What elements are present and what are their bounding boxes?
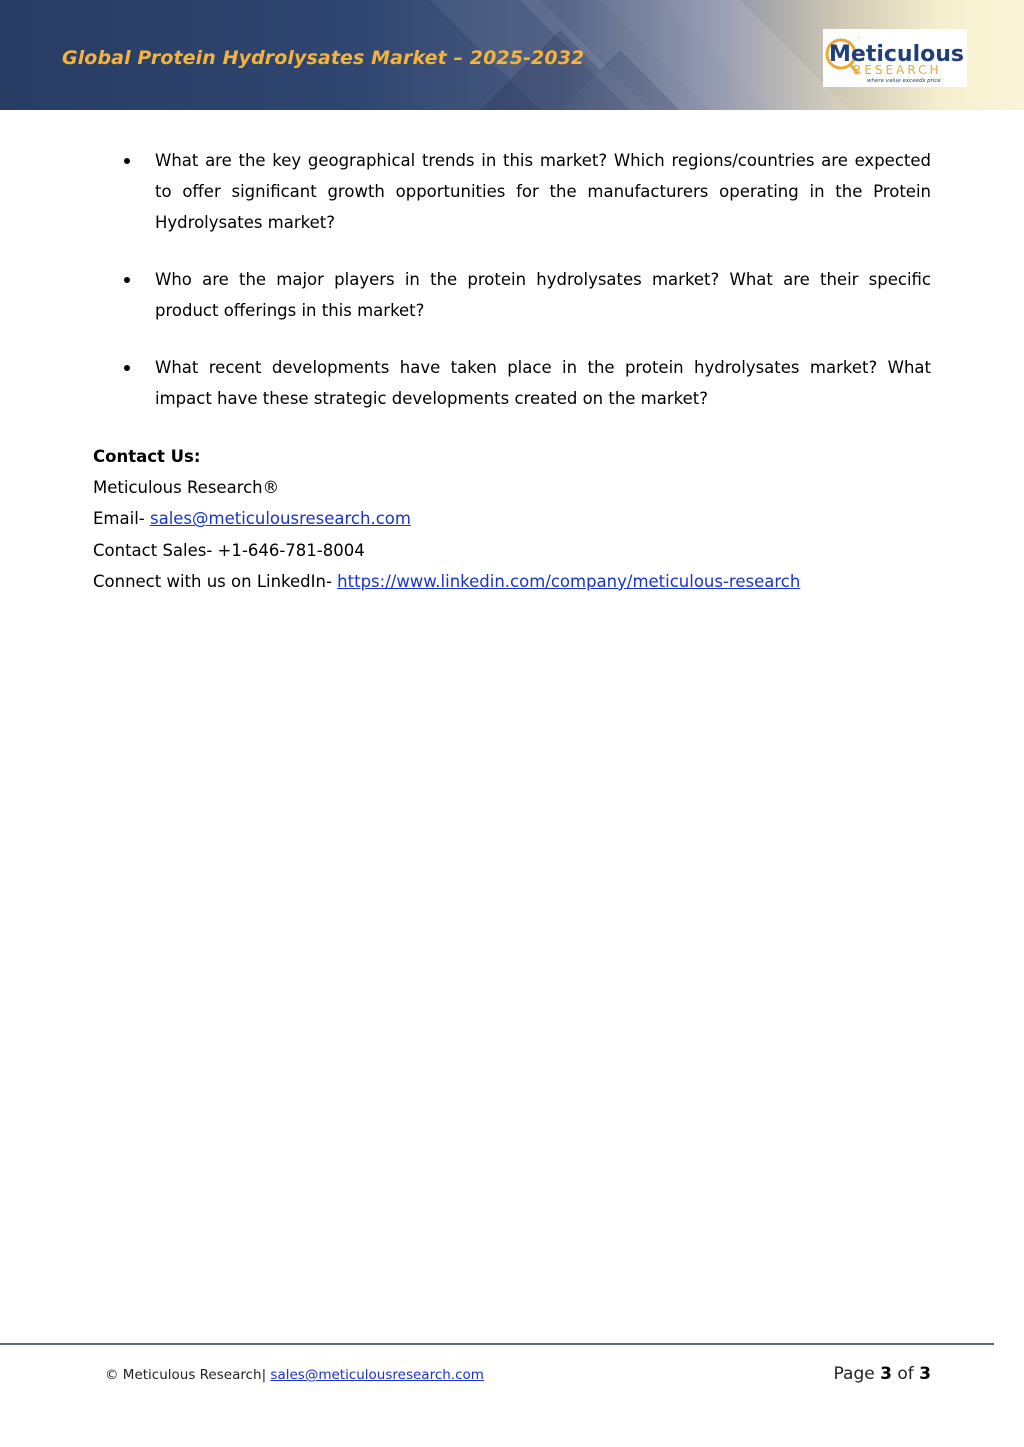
- footer-copyright: [105, 1367, 484, 1383]
- bullet-icon: [124, 277, 130, 283]
- bullet-icon: [124, 365, 130, 371]
- footer-email-link[interactable]: sales@meticulousresearch.com: [270, 1367, 484, 1383]
- footer-divider: [0, 1343, 994, 1345]
- page-number: [834, 1364, 931, 1384]
- linkedin-line: [93, 566, 800, 597]
- email-line: [93, 503, 800, 534]
- meticulous-logo: [823, 29, 967, 87]
- contact-heading: Contact Us:: [93, 447, 201, 466]
- email-link[interactable]: sales@meticulousresearch.com: [149, 509, 411, 529]
- linkedin-label: Connect with us on LinkedIn-: [93, 571, 338, 591]
- logo-sub: RESEARCH: [853, 63, 942, 77]
- page-current: 3: [880, 1364, 892, 1384]
- phone-line: Contact Sales- +1-646-781-8004: [93, 540, 365, 560]
- list-item-text: What are the key geographical trends in this market? Which regions/countries are expected to offer significant growth opportunities for the manufacturers operating in the Protein Hydrolysates market?: [155, 151, 931, 232]
- page-of: of: [891, 1364, 920, 1384]
- logo-name: Meticulous: [829, 42, 964, 67]
- linkedin-link[interactable]: https://www.linkedin.com/company/meticulous-research: [337, 571, 801, 591]
- company-name: Meticulous Research®: [93, 478, 280, 498]
- email-label: Email-: [93, 509, 150, 529]
- list-item: [93, 264, 931, 326]
- contact-section: [93, 441, 800, 597]
- page-label: Page: [833, 1364, 881, 1384]
- list-item-text: Who are the major players in the protein hydrolysates market? What are their specific product offerings in this market?: [155, 270, 931, 320]
- bullet-icon: [124, 158, 130, 164]
- page-total: 3: [919, 1364, 931, 1384]
- list-item-text: What recent developments have taken place in the protein hydrolysates market? What impact have these strategic developments created on the market?: [155, 358, 931, 408]
- copyright-text: © Meticulous Research|: [105, 1367, 271, 1383]
- questions-list: [93, 145, 931, 440]
- page-header: [0, 0, 1024, 110]
- list-item: [93, 352, 931, 414]
- document-title: Global Protein Hydrolysates Market – 2025-2032: [62, 47, 585, 69]
- logo-tagline: where value exceeds price: [867, 78, 941, 84]
- list-item: [93, 145, 931, 238]
